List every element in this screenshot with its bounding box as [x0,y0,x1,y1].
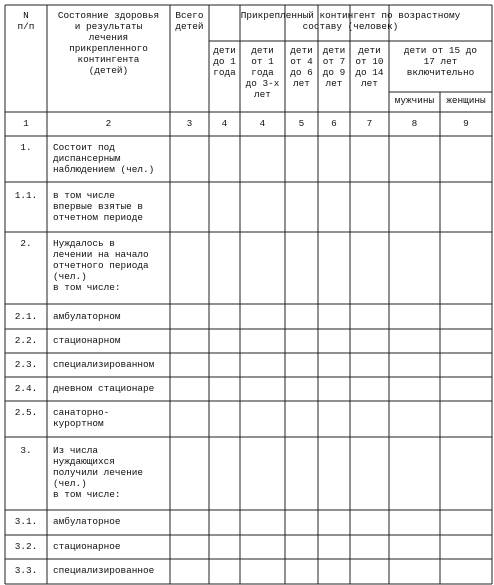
column-number-5: 5 [298,118,305,129]
column-number-9: 9 [463,118,469,129]
header-age-0-1: дети до 1 года [213,45,236,78]
row-2-2-label: стационарном [53,335,121,346]
header-age-4-6: дети от 4 до 6 лет [290,45,313,89]
column-number-6: 6 [331,118,337,129]
row-2-4-number: 2.4. [14,383,38,394]
header-age-1-3: дети от 1 года до 3-х лет [245,45,280,100]
column-number-4a: 4 [221,118,228,129]
row-1-number: 1. [20,142,32,153]
row-2-5-label: санаторно- курортном [53,407,110,429]
header-total-children: Всего детей [175,10,204,32]
row-3-1-label: амбулаторное [53,516,121,527]
row-2-1-number: 2.1. [14,311,38,322]
column-number-3: 3 [186,118,193,129]
column-number-8: 8 [411,118,418,129]
row-3-number: 3. [20,445,32,456]
row-3-1-number: 3.1. [14,516,38,527]
header-attached-contingent: Прикрепленный контингент по возрастному составу (человек) [240,10,461,32]
column-number-1: 1 [23,118,29,129]
row-2-2-number: 2.2. [14,335,38,346]
row-3-2-number: 3.2. [14,541,38,552]
header-female: женщины [446,95,486,106]
header-age-10-14: дети от 10 до 14 лет [355,45,384,89]
column-number-7: 7 [366,118,373,129]
row-2-3-number: 2.3. [14,359,38,370]
row-3-3-number: 3.3. [14,565,38,576]
row-3-2-label: стационарное [53,541,121,552]
row-1-1-label: в том числе впервые взятые в отчетном периоде [53,190,144,223]
header-health-condition: Состояние здоровья и результаты лечения прикрепленного контингента (детей) [57,10,160,76]
row-1-1-number: 1.1. [14,190,38,201]
header-row-number: N п/п [17,10,35,32]
column-number-2: 2 [105,118,112,129]
header-age-7-9: дети от 7 до 9 лет [322,45,346,89]
row-2-number: 2. [20,238,32,249]
row-1-label: Состоит под диспансерным наблюдением (чел.) [53,142,155,175]
row-2-3-label: специализированном [53,359,155,370]
row-3-3-label: специализированное [53,565,155,576]
header-age-15-17: дети от 15 до 17 лет включительно [403,45,478,78]
row-2-5-number: 2.5. [14,407,38,418]
header-male: мужчины [394,95,435,106]
row-2-1-label: амбулаторном [53,311,121,322]
row-3-label: Из числа нуждающихся получили лечение (чел.) в том числе: [53,445,144,500]
row-2-4-label: дневном стационаре [53,383,155,394]
row-2-label: Нуждалось в лечении на начало отчетного периода (чел.) в том числе: [53,238,149,293]
column-number-4b: 4 [259,118,266,129]
